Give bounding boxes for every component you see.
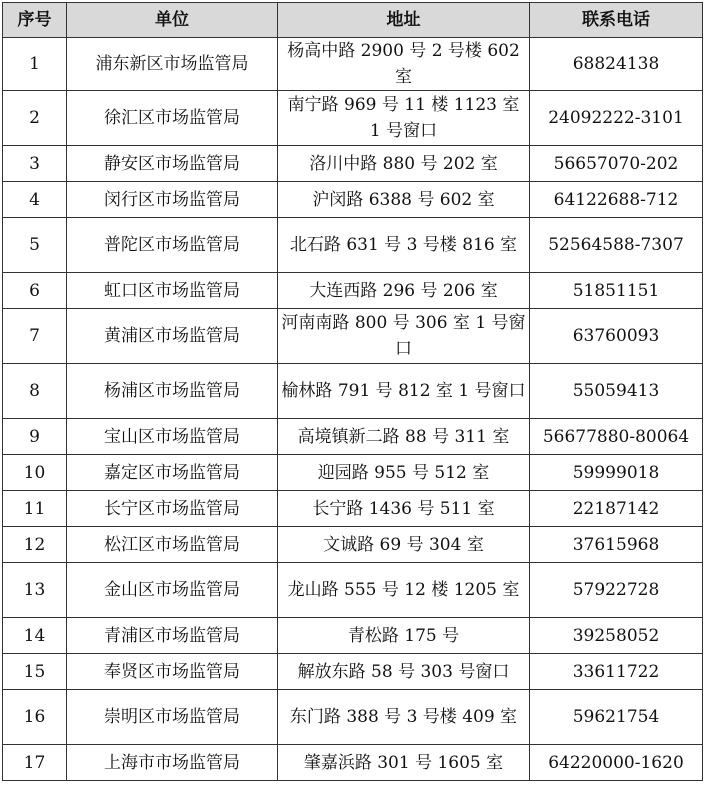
row-index: 16 — [3, 690, 67, 745]
row-unit: 徐汇区市场监管局 — [67, 91, 278, 146]
table-row — [3, 218, 703, 273]
table-row — [3, 91, 703, 146]
row-phone: 37615968 — [530, 527, 703, 563]
row-unit: 崇明区市场监管局 — [67, 690, 278, 745]
header-unit: 单位 — [67, 3, 278, 38]
row-index: 14 — [3, 618, 67, 654]
table-row — [3, 654, 703, 690]
row-unit: 普陀区市场监管局 — [67, 218, 278, 273]
row-address: 北石路 631 号 3 号楼 816 室 — [278, 218, 530, 273]
row-address: 长宁路 1436 号 511 室 — [278, 491, 530, 527]
row-address: 文诚路 69 号 304 室 — [278, 527, 530, 563]
row-index: 3 — [3, 146, 67, 182]
table-row — [3, 309, 703, 364]
row-address: 解放东路 58 号 303 号窗口 — [278, 654, 530, 690]
row-phone: 59999018 — [530, 455, 703, 491]
row-index: 12 — [3, 527, 67, 563]
table-row — [3, 38, 703, 91]
header-phone: 联系电话 — [530, 3, 703, 38]
row-phone: 64220000-1620 — [530, 745, 703, 781]
table-header-row — [3, 3, 703, 38]
row-unit: 青浦区市场监管局 — [67, 618, 278, 654]
row-address: 洛川中路 880 号 202 室 — [278, 146, 530, 182]
row-address: 东门路 388 号 3 号楼 409 室 — [278, 690, 530, 745]
row-address: 大连西路 296 号 206 室 — [278, 273, 530, 309]
row-phone: 56677880-80064 — [530, 419, 703, 455]
row-index: 10 — [3, 455, 67, 491]
row-unit: 闵行区市场监管局 — [67, 182, 278, 218]
row-unit: 浦东新区市场监管局 — [67, 38, 278, 91]
table-row — [3, 491, 703, 527]
row-unit: 虹口区市场监管局 — [67, 273, 278, 309]
row-unit: 松江区市场监管局 — [67, 527, 278, 563]
row-phone: 64122688-712 — [530, 182, 703, 218]
table-row — [3, 618, 703, 654]
row-unit: 金山区市场监管局 — [67, 563, 278, 618]
row-index: 9 — [3, 419, 67, 455]
row-address: 杨高中路 2900 号 2 号楼 602 室 — [278, 38, 530, 91]
row-phone: 68824138 — [530, 38, 703, 91]
row-index: 7 — [3, 309, 67, 364]
row-unit: 静安区市场监管局 — [67, 146, 278, 182]
row-index: 6 — [3, 273, 67, 309]
row-index: 5 — [3, 218, 67, 273]
row-unit: 杨浦区市场监管局 — [67, 364, 278, 419]
row-address: 龙山路 555 号 12 楼 1205 室 — [278, 563, 530, 618]
row-address: 榆林路 791 号 812 室 1 号窗口 — [278, 364, 530, 419]
row-phone: 33611722 — [530, 654, 703, 690]
row-address: 河南南路 800 号 306 室 1 号窗口 — [278, 309, 530, 364]
row-index: 2 — [3, 91, 67, 146]
row-index: 17 — [3, 745, 67, 781]
row-address: 南宁路 969 号 11 楼 1123 室 1 号窗口 — [278, 91, 530, 146]
row-index: 11 — [3, 491, 67, 527]
table-row — [3, 146, 703, 182]
contact-table — [2, 2, 703, 781]
row-address: 迎园路 955 号 512 室 — [278, 455, 530, 491]
row-unit: 长宁区市场监管局 — [67, 491, 278, 527]
row-phone: 51851151 — [530, 273, 703, 309]
header-address: 地址 — [278, 3, 530, 38]
table-row — [3, 455, 703, 491]
row-index: 1 — [3, 38, 67, 91]
row-phone: 56657070-202 — [530, 146, 703, 182]
row-unit: 上海市市场监管局 — [67, 745, 278, 781]
table-row — [3, 563, 703, 618]
table-row — [3, 273, 703, 309]
row-address: 高境镇新二路 88 号 311 室 — [278, 419, 530, 455]
table-row — [3, 419, 703, 455]
header-index: 序号 — [3, 3, 67, 38]
row-phone: 22187142 — [530, 491, 703, 527]
row-index: 8 — [3, 364, 67, 419]
row-phone: 24092222-3101 — [530, 91, 703, 146]
table-row — [3, 690, 703, 745]
table-row — [3, 745, 703, 781]
row-unit: 黄浦区市场监管局 — [67, 309, 278, 364]
table-row — [3, 527, 703, 563]
row-index: 13 — [3, 563, 67, 618]
table-row — [3, 364, 703, 419]
row-address: 青松路 175 号 — [278, 618, 530, 654]
row-unit: 奉贤区市场监管局 — [67, 654, 278, 690]
row-phone: 52564588-7307 — [530, 218, 703, 273]
row-phone: 59621754 — [530, 690, 703, 745]
row-unit: 嘉定区市场监管局 — [67, 455, 278, 491]
row-phone: 57922728 — [530, 563, 703, 618]
row-address: 沪闵路 6388 号 602 室 — [278, 182, 530, 218]
row-unit: 宝山区市场监管局 — [67, 419, 278, 455]
row-phone: 55059413 — [530, 364, 703, 419]
row-address: 肇嘉浜路 301 号 1605 室 — [278, 745, 530, 781]
row-index: 15 — [3, 654, 67, 690]
row-index: 4 — [3, 182, 67, 218]
row-phone: 39258052 — [530, 618, 703, 654]
table-row — [3, 182, 703, 218]
row-phone: 63760093 — [530, 309, 703, 364]
